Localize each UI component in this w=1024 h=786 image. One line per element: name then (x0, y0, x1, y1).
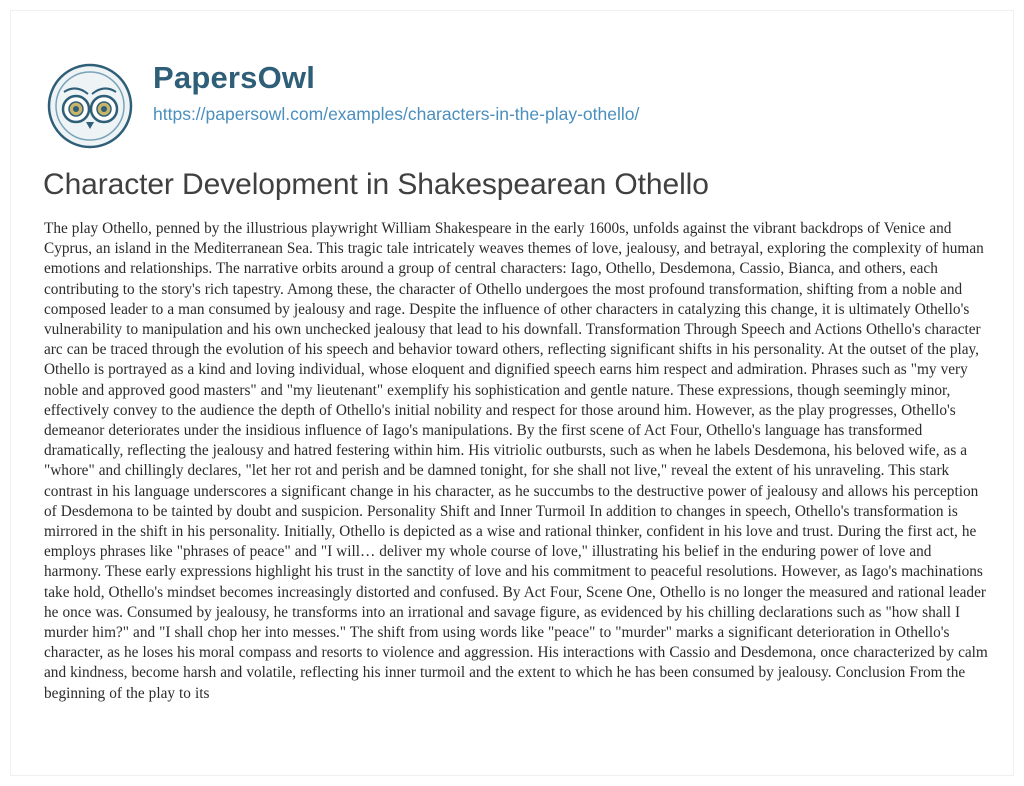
owl-eyes-icon[interactable] (46, 62, 134, 150)
site-brand-name[interactable]: PapersOwl (153, 60, 316, 95)
essay-title: Character Development in Shakespearean Othello (43, 168, 709, 201)
site-header (46, 40, 986, 140)
source-url-link[interactable]: https://papersowl.com/examples/characters-in-the-play-othello/ (153, 104, 640, 124)
essay-body: The play Othello, penned by the illustrious playwright William Shakespeare in the early 1600s, unfolds against the vibrant backdrops of Venice and Cyprus, an island in the Mediterranean Sea. This tragic tale intricately weaves themes of love, jealousy, and betrayal, exploring the complexity of human emotions and relationships. The narrative orbits around a group of central characters: Iago, Othello, Desdemona, Cassio, Bianca, and others, each contributing to the story's rich tapestry. Among these, the character of Othello undergoes the most profound transformation, shifting from a noble and composed leader to a man consumed by jealousy and rage. Despite the influence of other characters in catalyzing this change, it is ultimately Othello's vulnerability to manipulation and his own unchecked jealousy that lead to his downfall. Transformation Through Speech and Actions Othello's character arc can be traced through the evolution of his speech and behavior toward others, reflecting significant shifts in his personality. At the outset of the play, Othello is portrayed as a kind and loving individual, whose eloquent and dignified speech earns him respect and admiration. Phrases such as "my very noble and approved good masters" and "my lieutenant" exemplify his sophistication and gentle nature. These expressions, though seemingly minor, effectively convey to the audience the depth of Othello's initial nobility and respect for those around him. However, as the play progresses, Othello's demeanor deteriorates under the insidious influence of Iago's manipulations. By the first scene of Act Four, Othello's language has transformed dramatically, reflecting the jealousy and hatred festering within him. His vitriolic outbursts, such as when he labels Desdemona, his beloved wife, as a "whore" and chillingly declares, "let her rot and perish and be damned tonight, for she shall not live," reveal the extent of his unraveling. This stark contrast in his language underscores a significant change in his character, as he succumbs to the destructive power of jealousy and allows his perception of Desdemona to be tainted by doubt and suspicion. Personality Shift and Inner Turmoil In addition to changes in speech, Othello's transformation is mirrored in the shift in his personality. Initially, Othello is depicted as a wise and rational thinker, confident in his love and trust. During the first act, he employs phrases like "phrases of peace" and "I will… deliver my whole course of love," illustrating his belief in the enduring power of love and harmony. These early expressions highlight his trust in the sanctity of love and his commitment to peaceful resolutions. However, as Iago's machinations take hold, Othello's mindset becomes increasingly distorted and confused. By Act Four, Scene One, Othello is no longer the measured and rational leader he once was. Consumed by jealousy, he transforms into an irrational and savage figure, as evidenced by his chilling declarations such as "how shall I murder him?" and "I shall chop her into messes." The shift from using words like "peace" to "murder" marks a significant deterioration in Othello's character, as he loses his moral compass and resorts to violence and aggression. His interactions with Cassio and Desdemona, once characterized by calm and kindness, become harsh and volatile, reflecting his inner turmoil and the extent to which he has been consumed by jealousy. Conclusion From the beginning of the play to its (44, 220, 988, 702)
